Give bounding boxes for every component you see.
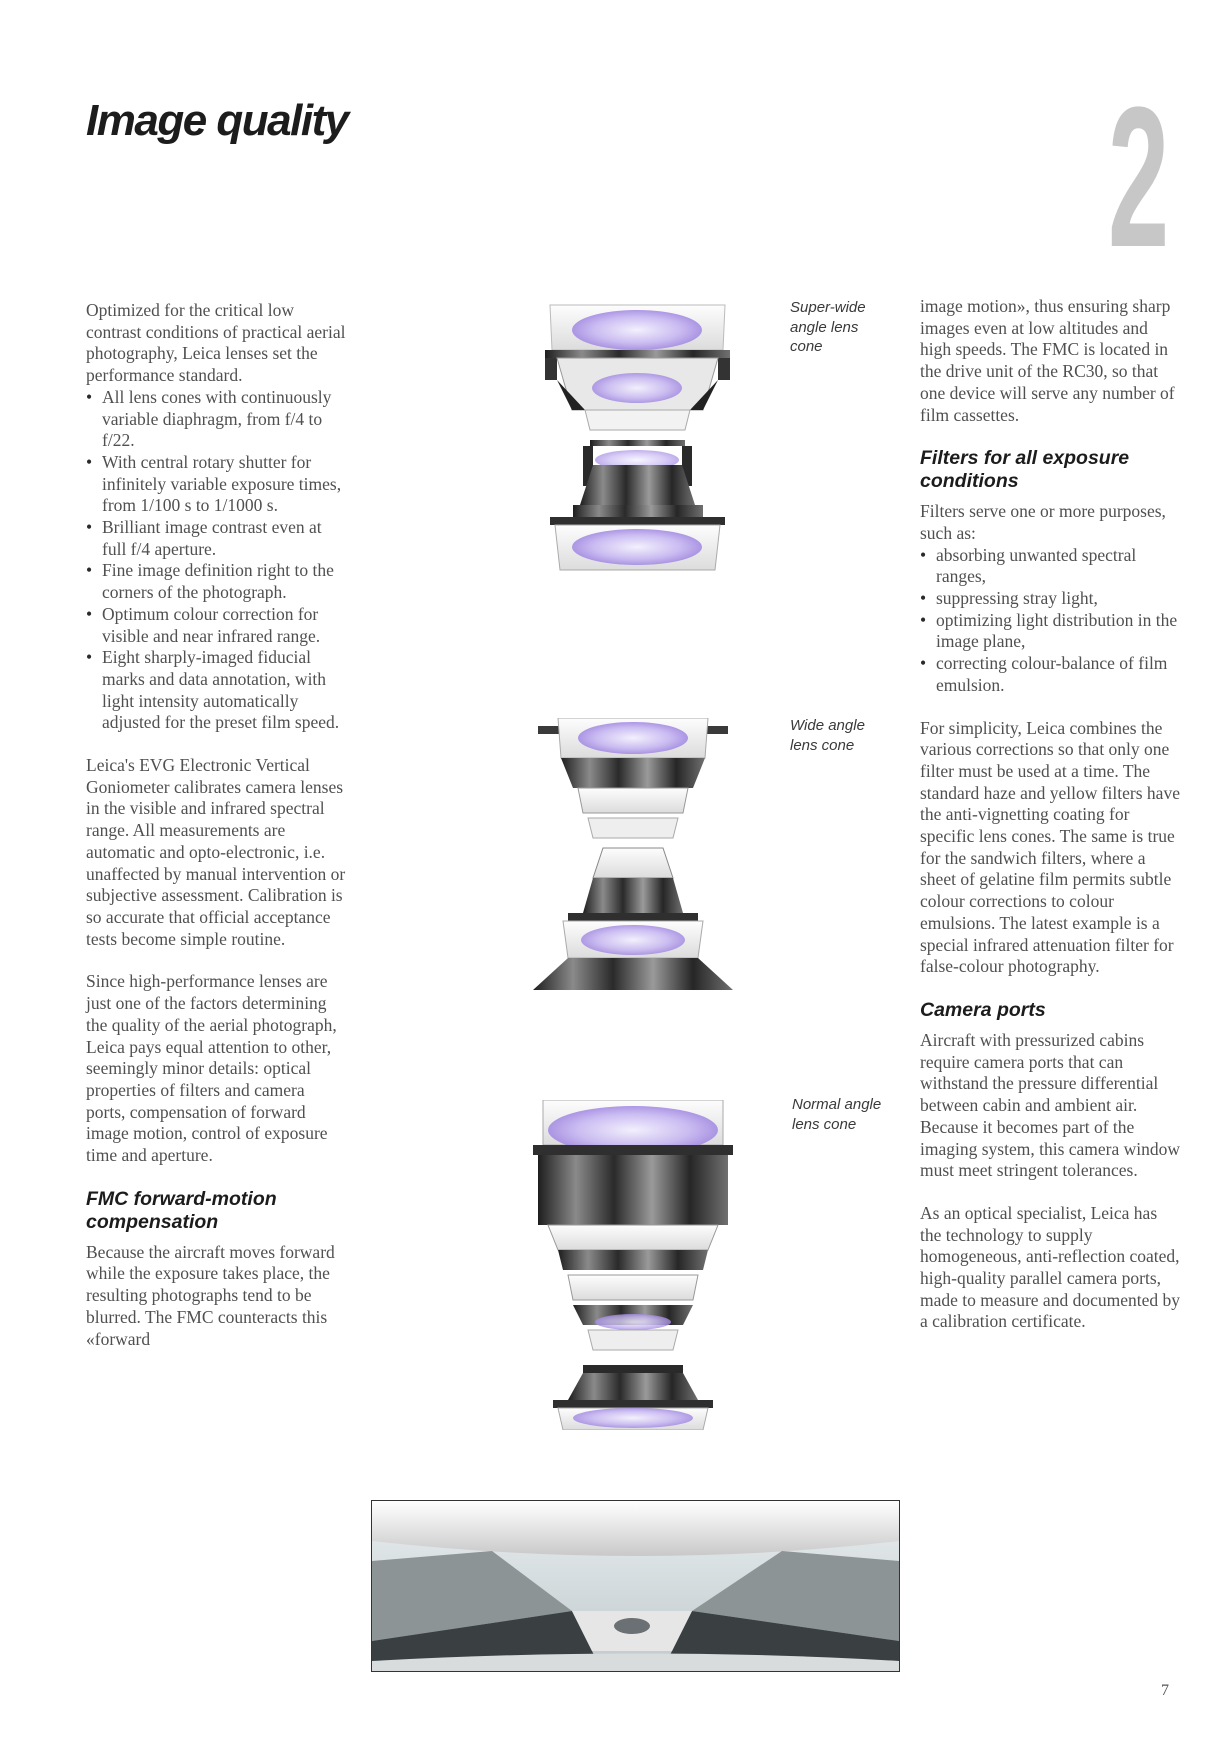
right-column	[920, 296, 1182, 1354]
feature-item: • With central rotary shutter for infinitely variable exposure times, from 1/100 s to 1/1000 s.	[86, 452, 348, 517]
feature-item: • Optimum colour correction for visible and near infrared range.	[86, 604, 348, 647]
fmc-continued-paragraph: image motion», thus ensuring sharp images even at low altitudes and high speeds. The FMC is located in the drive unit of the RC30, so that one device will serve any number of film cassettes.	[920, 296, 1175, 425]
wide-angle-lens-diagram	[533, 718, 733, 993]
normal-angle-lens-diagram	[533, 1100, 733, 1430]
super-wide-caption: Super-wide angle lens cone	[790, 299, 866, 355]
feature-item: • Eight sharply-imaged fiducial marks and data annotation, with light intensity automatically adjusted for the preset film speed.	[86, 647, 348, 734]
intro-paragraph: Optimized for the critical low contrast conditions of practical aerial photography, Leica lenses set the performance standard.	[86, 300, 346, 386]
filters-heading: Filters for all exposure conditions	[920, 447, 1130, 493]
performance-paragraph: Since high-performance lenses are just one of the factors determining the quality of the aerial photograph, Leica pays equal attention to other, seemingly minor details: optical properties of filters and camera ports, compensation of forward image motion, control of exposure time and aperture.	[86, 971, 337, 1166]
filter-item: • correcting colour-balance of film emulsion.	[920, 653, 1182, 696]
page-title: Image quality	[86, 96, 348, 145]
feature-item: • Brilliant image contrast even at full f/4 aperture.	[86, 517, 348, 560]
optical-specialist-paragraph: As an optical specialist, Leica has the technology to supply homogeneous, anti-reflection coated, high-quality parallel camera ports, made to measure and documented by a calibration certificate.	[920, 1202, 1180, 1332]
feature-item: • All lens cones with continuously variable diaphragm, from f/4 to f/22.	[86, 387, 348, 452]
filters-intro: Filters serve one or more purposes, such as:	[920, 501, 1166, 543]
super-wide-lens-diagram	[545, 300, 730, 595]
left-column	[86, 300, 348, 1371]
chapter-number: 2	[1108, 66, 1170, 289]
camera-ports-paragraph: Aircraft with pressurized cabins require camera ports that can withstand the pressure differential between cabin and ambient air. Because it becomes part of the imaging system, this camera window must meet stringent tolerances.	[920, 1029, 1181, 1181]
page-number: 7	[1161, 1682, 1169, 1699]
filter-item: • suppressing stray light,	[920, 588, 1182, 610]
filters-paragraph: For simplicity, Leica combines the various corrections so that only one filter must be used at a time. The standard haze and yellow filters have the anti-vignetting coating for specific lens cones. The same is true for the sandwich filters, where a sheet of gelatine film permits subtle colour corrections to colour emulsions. The latest example is a special infrared attenuation filter for false-colour photography.	[920, 717, 1180, 977]
aircraft-camera-port-photo	[371, 1500, 900, 1672]
fmc-heading: FMC forward-motion compensation	[86, 1187, 277, 1233]
filter-item: • optimizing light distribution in the image plane,	[920, 610, 1182, 653]
features-list	[86, 387, 348, 734]
camera-ports-heading: Camera ports	[920, 998, 1046, 1021]
evg-paragraph: Leica's EVG Electronic Vertical Goniometer calibrates camera lenses in the visible and infrared spectral range. All measurements are automatic and opto-electronic, i.e. unaffected by manual intervention or subjective assessment. Calibration is so accurate that official acceptance tests become simple routine.	[86, 755, 346, 949]
filters-list	[920, 545, 1182, 697]
fmc-paragraph: Because the aircraft moves forward while the exposure takes place, the resulting photographs tend to be blurred. The FMC counteracts this «forward	[86, 1241, 335, 1349]
feature-item: • Fine image definition right to the corners of the photograph.	[86, 560, 348, 603]
normal-angle-caption: Normal angle lens cone	[792, 1096, 882, 1133]
filter-item: • absorbing unwanted spectral ranges,	[920, 545, 1182, 588]
wide-angle-caption: Wide angle lens cone	[790, 717, 865, 754]
